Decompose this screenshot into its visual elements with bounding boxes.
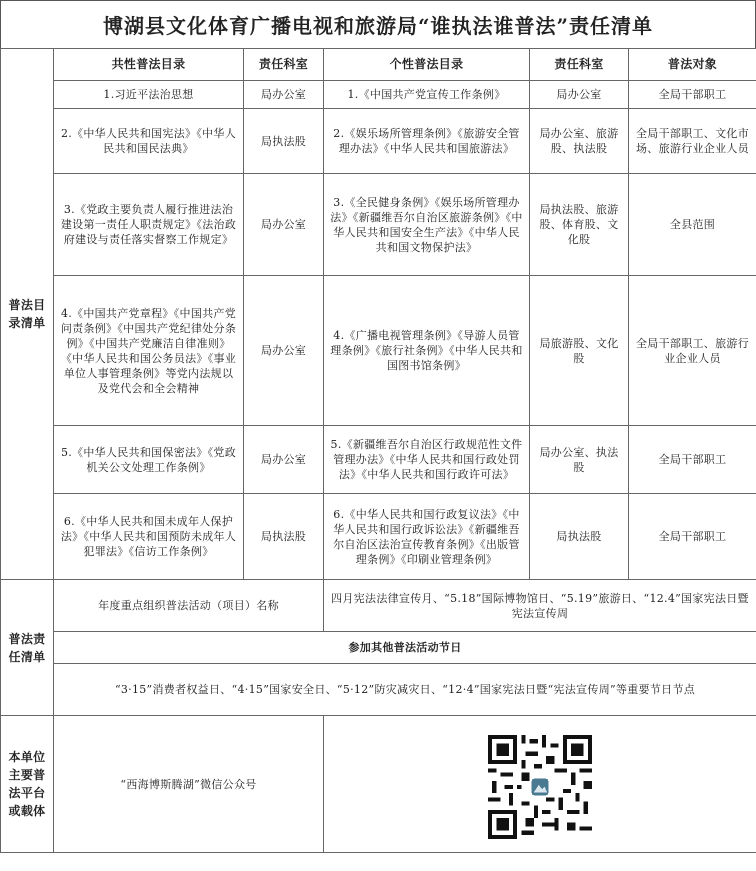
activity-row	[1, 580, 756, 632]
specific-dept-cell: 局执法股、旅游股、体育股、文化股	[530, 174, 629, 276]
specific-catalog-cell: 5.《新疆维吾尔自治区行政规范性文件管理办法》《中华人民共和国行政处罚法》《中华人民共和国行政许可法》	[324, 426, 530, 494]
common-dept-cell: 局办公室	[244, 426, 324, 494]
platform-label: “西海博斯腾湖”微信公众号	[54, 716, 324, 853]
common-catalog-cell: 1.习近平法治思想	[54, 81, 244, 109]
specific-catalog-cell: 6.《中华人民共和国行政复议法》《中华人民共和国行政诉讼法》《新疆维吾尔自治区法治宣传教育条例》《出版管理条例》《印刷业管理条例》	[324, 494, 530, 580]
other-activity-header-row	[1, 632, 756, 664]
common-catalog-cell: 3.《党政主要负责人履行推进法治建设第一责任人职责规定》《法治政府建设与责任落实督察工作规定》	[54, 174, 244, 276]
section-catalog: 普法目录清单	[1, 49, 54, 580]
section-platform: 本单位主要普法平台或载体	[1, 716, 54, 853]
section-responsibility: 普法责任清单	[1, 580, 54, 716]
table-row	[1, 109, 756, 174]
common-catalog-cell: 2.《中华人民共和国宪法》《中华人民共和国民法典》	[54, 109, 244, 174]
target-cell: 全局干部职工	[629, 81, 756, 109]
header-target: 普法对象	[629, 49, 756, 81]
specific-dept-cell: 局办公室、旅游股、执法股	[530, 109, 629, 174]
target-cell: 全局干部职工	[629, 494, 756, 580]
header-common-catalog: 共性普法目录	[54, 49, 244, 81]
specific-catalog-cell: 1.《中国共产党宣传工作条例》	[324, 81, 530, 109]
target-cell: 全县范围	[629, 174, 756, 276]
other-activity-value: “3·15”消费者权益日、“4·15”国家安全日、“5·12”防灾减灾日、“12·4”国家宪法日暨“宪法宣传周”等重要节日节点	[54, 664, 756, 716]
platform-row	[1, 716, 756, 853]
target-cell: 全局干部职工、文化市场、旅游行业企业人员	[629, 109, 756, 174]
target-cell: 全局干部职工	[629, 426, 756, 494]
header-specific-catalog: 个性普法目录	[324, 49, 530, 81]
specific-dept-cell: 局办公室	[530, 81, 629, 109]
table-row	[1, 174, 756, 276]
table-row	[1, 276, 756, 426]
common-dept-cell: 局执法股	[244, 109, 324, 174]
activity-value: 四月宪法法律宣传月、“5.18”国际博物馆日、“5.19”旅游日、“12.4”国家宪法日暨宪法宣传周	[324, 580, 756, 632]
specific-catalog-cell: 4.《广播电视管理条例》《导游人员管理条例》《旅行社条例》《中华人民共和国图书馆条例》	[324, 276, 530, 426]
page-title: 博湖县文化体育广播电视和旅游局“谁执法谁普法”责任清单	[0, 0, 756, 48]
common-dept-cell: 局执法股	[244, 494, 324, 580]
other-activity-row	[1, 664, 756, 716]
table-row	[1, 494, 756, 580]
common-dept-cell: 局办公室	[244, 81, 324, 109]
responsibility-table	[0, 48, 756, 853]
specific-dept-cell: 局办公室、执法股	[530, 426, 629, 494]
common-catalog-cell: 6.《中华人民共和国未成年人保护法》《中华人民共和国预防未成年人犯罪法》《信访工作条例》	[54, 494, 244, 580]
activity-label: 年度重点组织普法活动（项目）名称	[54, 580, 324, 632]
qr-code-cell	[324, 716, 756, 853]
table-header-row	[1, 49, 756, 81]
specific-catalog-cell: 3.《全民健身条例》《娱乐场所管理办法》《新疆维吾尔自治区旅游条例》《中华人民共和国安全生产法》《中华人民共和国文物保护法》	[324, 174, 530, 276]
other-activity-label: 参加其他普法活动节日	[54, 632, 756, 664]
qr-code-icon	[488, 735, 592, 839]
common-dept-cell: 局办公室	[244, 276, 324, 426]
common-catalog-cell: 4.《中国共产党章程》《中国共产党问责条例》《中国共产党纪律处分条例》《中国共产党廉洁自律准则》《中华人民共和国公务员法》《事业单位人事管理条例》等党内法规以及党代会和全会精神	[54, 276, 244, 426]
target-cell: 全局干部职工、旅游行业企业人员	[629, 276, 756, 426]
common-dept-cell: 局办公室	[244, 174, 324, 276]
specific-dept-cell: 局旅游股、文化股	[530, 276, 629, 426]
specific-catalog-cell: 2.《娱乐场所管理条例》《旅游安全管理办法》《中华人民共和国旅游法》	[324, 109, 530, 174]
common-catalog-cell: 5.《中华人民共和国保密法》《党政机关公文处理工作条例》	[54, 426, 244, 494]
table-row	[1, 81, 756, 109]
header-specific-dept: 责任科室	[530, 49, 629, 81]
table-row	[1, 426, 756, 494]
header-common-dept: 责任科室	[244, 49, 324, 81]
specific-dept-cell: 局执法股	[530, 494, 629, 580]
